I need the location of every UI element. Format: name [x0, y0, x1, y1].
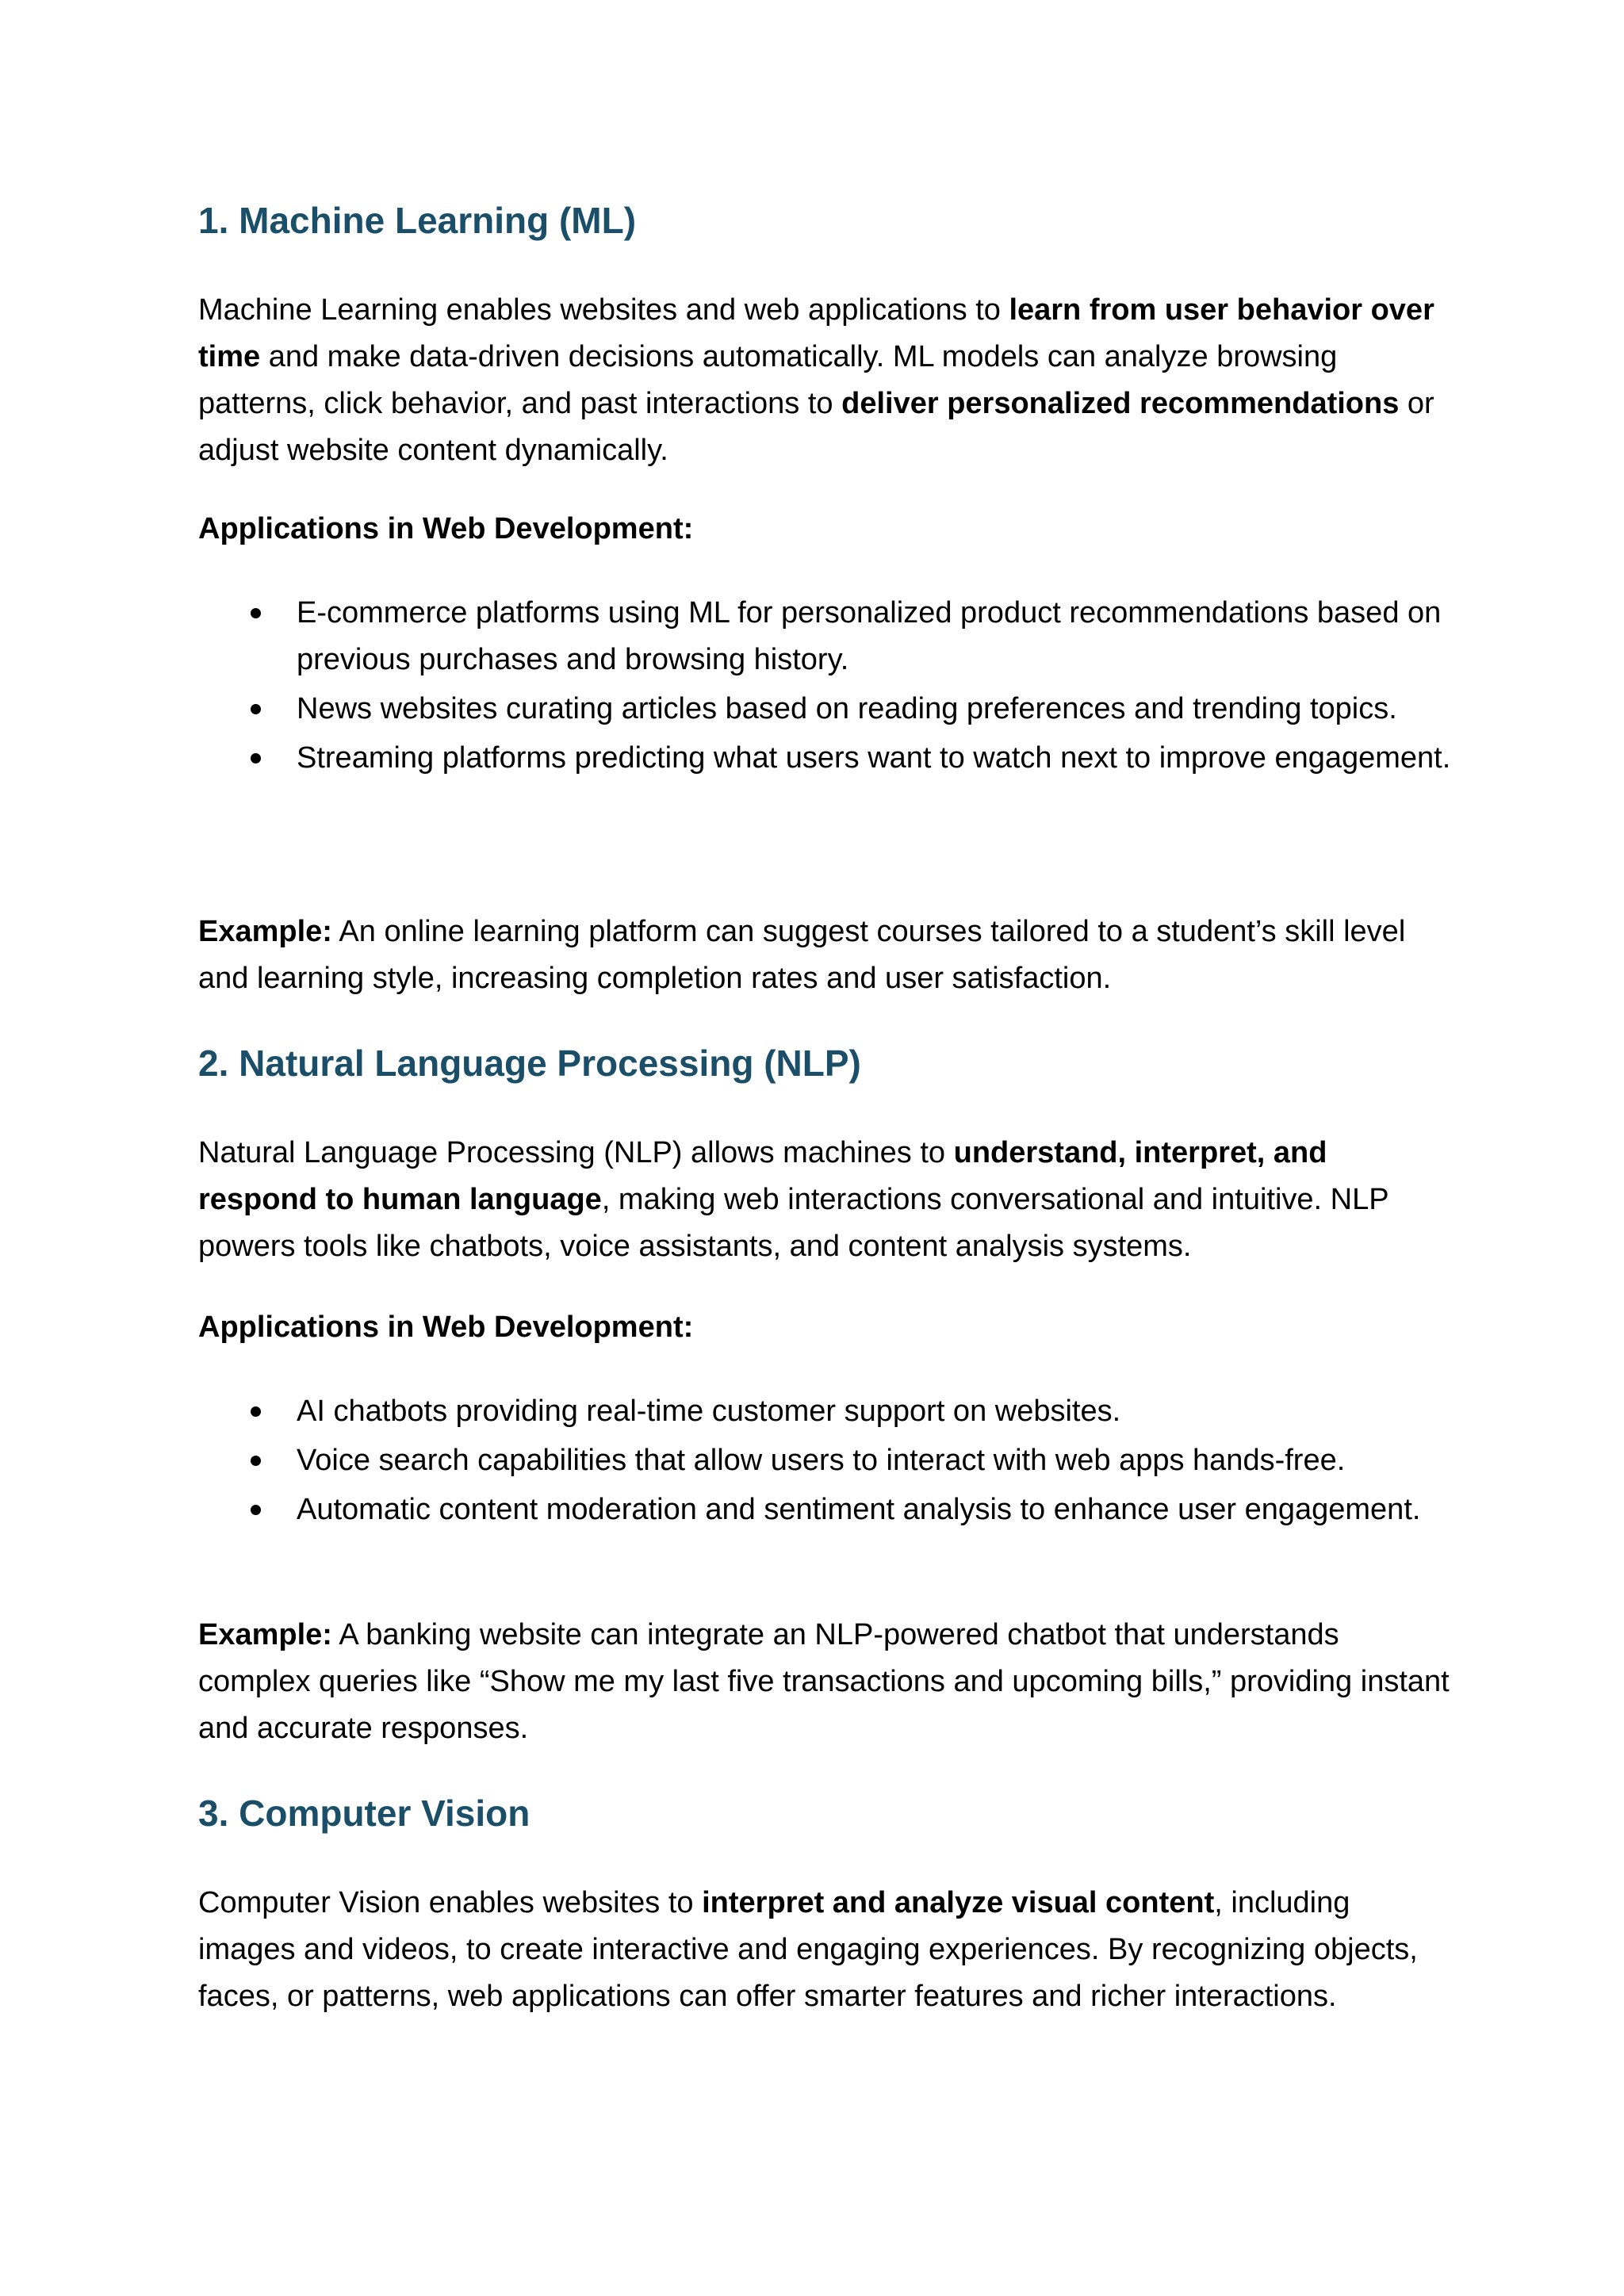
ml-applications-list — [198, 590, 1451, 784]
list-item-text: Streaming platforms predicting what users want to watch next to improve engagement. — [297, 741, 1451, 775]
ml-intro-paragraph — [198, 287, 1451, 474]
list-item-text: Voice search capabilities that allow users to interact with web apps hands-free. — [297, 1444, 1346, 1477]
list-item — [198, 735, 1451, 782]
list-item — [198, 686, 1451, 733]
ml-applications-heading: Applications in Web Development: — [198, 512, 694, 545]
bold-run: learn from user behavior over time — [198, 293, 1434, 373]
bullet-icon — [251, 1456, 261, 1466]
nlp-applications-heading: Applications in Web Development: — [198, 1311, 694, 1344]
bold-run: interpret and analyze visual content — [702, 1886, 1215, 1919]
text-run: , making web interactions conversational and intuitive. NLP powers tools like chatbots, voice assistants, and content analysis systems. — [198, 1183, 1388, 1263]
example-text: An online learning platform can suggest courses tailored to a student’s skill level and learning style, increasing completion rates and user satisfaction. — [198, 915, 1406, 995]
example-label: Example: — [198, 1618, 332, 1651]
nlp-intro-paragraph — [198, 1130, 1451, 1270]
nlp-example-paragraph — [198, 1612, 1451, 1752]
section-heading-computer-vision: 3. Computer Vision — [198, 1793, 530, 1834]
text-run: Computer Vision enables websites to — [198, 1886, 703, 1919]
text-run: and make data-driven decisions automatically. ML models can analyze browsing patterns, click behavior, and past interactions to — [198, 340, 1338, 420]
text-run: Natural Language Processing (NLP) allows machines to — [198, 1136, 954, 1169]
bullet-icon — [251, 608, 261, 618]
bullet-icon — [251, 753, 261, 763]
bold-run: understand, interpret, and respond to human language — [198, 1136, 1327, 1216]
bullet-icon — [251, 1406, 261, 1417]
example-text: A banking website can integrate an NLP-powered chatbot that understands complex queries like “Show me my last five transactions and upcoming bills,” providing instant and accurate responses. — [198, 1618, 1450, 1745]
list-item-text: Automatic content moderation and sentiment analysis to enhance user engagement. — [297, 1493, 1421, 1526]
bullet-icon — [251, 1505, 261, 1515]
list-item-text: AI chatbots providing real-time customer support on websites. — [297, 1395, 1121, 1428]
example-label: Example: — [198, 915, 332, 948]
text-run: , including images and videos, to create interactive and engaging experiences. By recognizing objects, faces, or patterns, web applications can offer smarter features and richer interactions. — [198, 1886, 1418, 2013]
section-heading-ml: 1. Machine Learning (ML) — [198, 200, 637, 241]
text-run: Machine Learning enables websites and web applications to — [198, 293, 1009, 327]
list-item — [198, 590, 1451, 683]
cv-intro-paragraph — [198, 1880, 1451, 2020]
ml-example-paragraph — [198, 909, 1451, 1002]
bold-run: deliver personalized recommendations — [841, 387, 1400, 420]
list-item — [198, 1437, 1451, 1484]
list-item-text: News websites curating articles based on reading preferences and trending topics. — [297, 692, 1397, 725]
bullet-icon — [251, 704, 261, 714]
nlp-applications-list — [198, 1388, 1451, 1536]
section-heading-nlp: 2. Natural Language Processing (NLP) — [198, 1043, 861, 1084]
list-item — [198, 1487, 1451, 1533]
text-run: or adjust website content dynamically. — [198, 387, 1434, 467]
list-item-text: E-commerce platforms using ML for personalized product recommendations based on previous purchases and browsing history. — [297, 596, 1442, 676]
list-item — [198, 1388, 1451, 1435]
